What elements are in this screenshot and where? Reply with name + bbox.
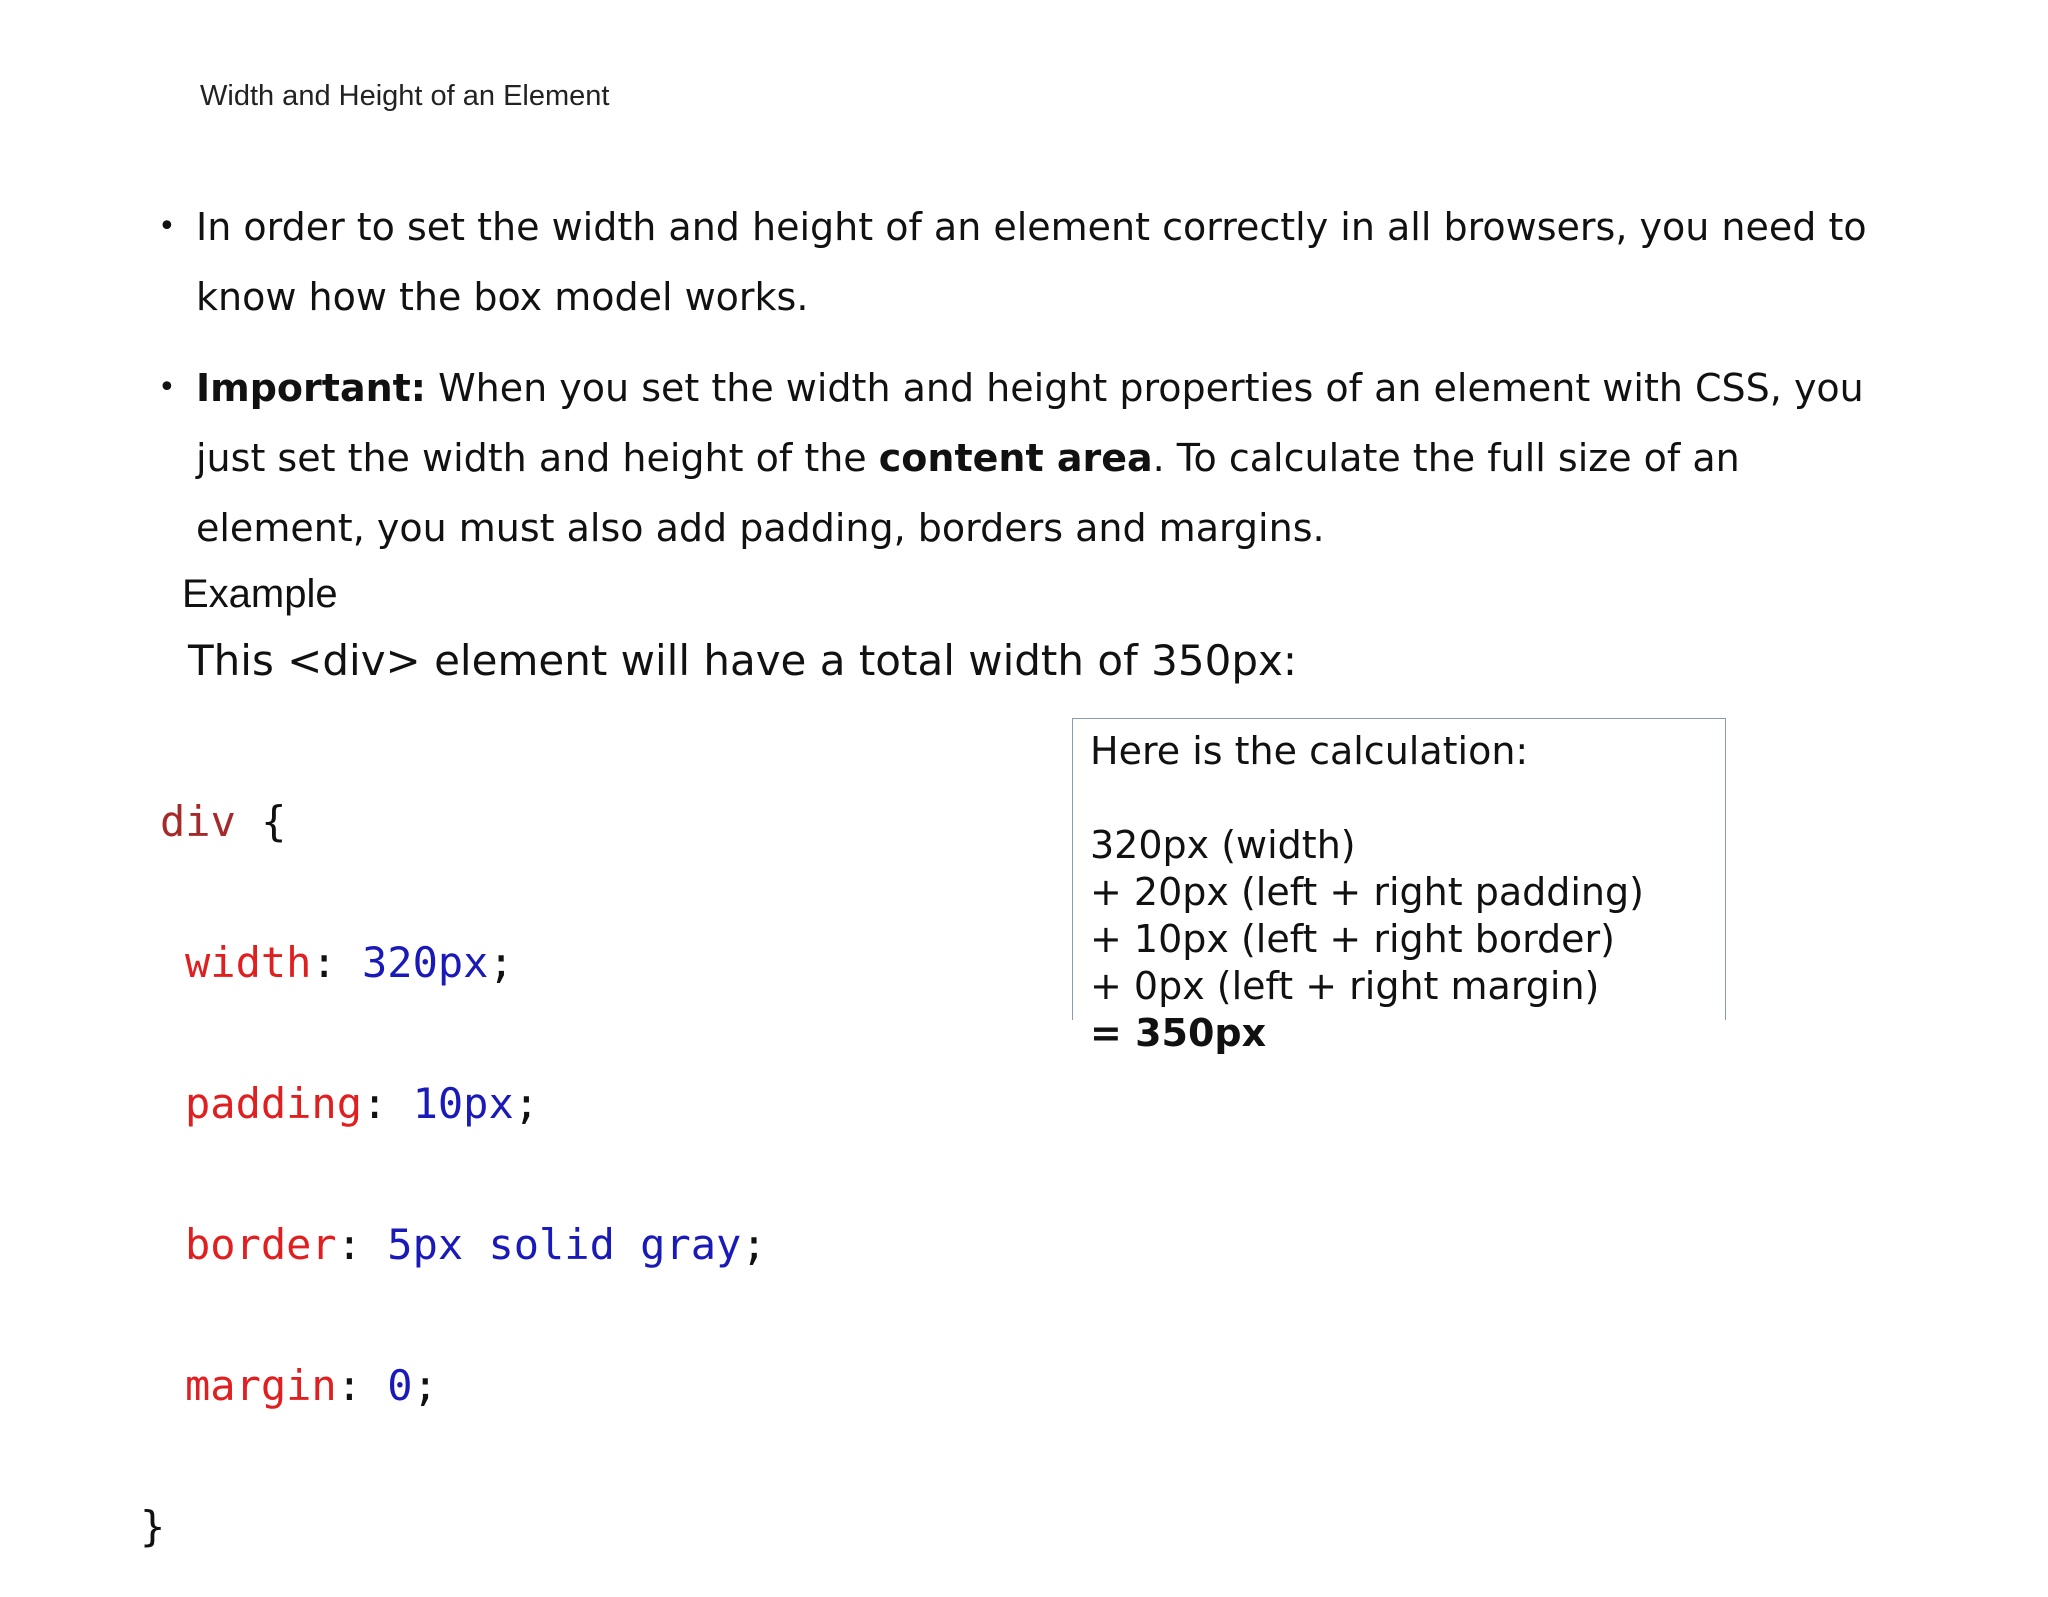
code-colon: :	[336, 1220, 388, 1269]
code-semicolon: ;	[513, 1079, 540, 1128]
code-colon: :	[362, 1079, 413, 1128]
code-block	[140, 704, 767, 1597]
code-line-border	[160, 1221, 767, 1268]
code-colon: :	[311, 938, 363, 987]
code-property: padding	[185, 1079, 363, 1128]
bullet-text: In order to set the width and height of an element correctly in all browsers, you need to know how the box model works.	[196, 205, 1867, 319]
code-line-margin	[160, 1362, 767, 1409]
calculation-text	[1090, 728, 1644, 1057]
code-value: 0	[387, 1361, 413, 1410]
code-open-brace: {	[235, 797, 287, 846]
code-line-close	[140, 1503, 767, 1550]
code-close-brace: }	[140, 1502, 166, 1551]
code-line-padding	[160, 1080, 767, 1127]
code-property: border	[185, 1220, 337, 1269]
code-value: 10px	[412, 1079, 514, 1128]
code-line-width	[160, 939, 767, 986]
bullet-text-part-a: When you set the width and height properties of an element with CSS, you just set the width and height of the	[196, 366, 1864, 480]
slide-title: Width and Height of an Element	[200, 80, 610, 112]
calculation-line: + 0px (left + right margin)	[1090, 964, 1600, 1008]
bullet-important	[158, 353, 1898, 563]
calculation-line: + 10px (left + right border)	[1090, 917, 1615, 961]
example-heading: Example	[182, 572, 338, 616]
bold-important: Important:	[196, 366, 427, 410]
code-value: 5px solid gray	[387, 1220, 742, 1269]
calculation-heading: Here is the calculation:	[1090, 729, 1529, 773]
code-semicolon: ;	[741, 1220, 767, 1269]
calculation-line: + 20px (left + right padding)	[1090, 870, 1644, 914]
bullet-text-part-b: . To calculate the full size of an element, you must also add padding, borders and margins.	[196, 436, 1740, 550]
calculation-total: = 350px	[1090, 1011, 1267, 1055]
code-semicolon: ;	[488, 938, 514, 987]
bullet-dot: •	[158, 209, 176, 244]
code-property: margin	[185, 1361, 337, 1410]
example-description: This <div> element will have a total width of 350px:	[188, 636, 1298, 685]
code-value: 320px	[362, 938, 489, 987]
code-colon: :	[336, 1361, 388, 1410]
code-semicolon: ;	[412, 1361, 438, 1410]
code-selector: div	[160, 797, 236, 846]
bullet-text	[196, 353, 1898, 563]
bold-content-area: content area	[878, 436, 1153, 480]
code-property: width	[185, 938, 312, 987]
code-line-selector	[160, 798, 767, 845]
calculation-spacer	[1090, 775, 1644, 822]
bullet-box-model	[158, 192, 1898, 332]
bullet-dot: •	[158, 370, 176, 405]
calculation-line: 320px (width)	[1090, 823, 1356, 867]
